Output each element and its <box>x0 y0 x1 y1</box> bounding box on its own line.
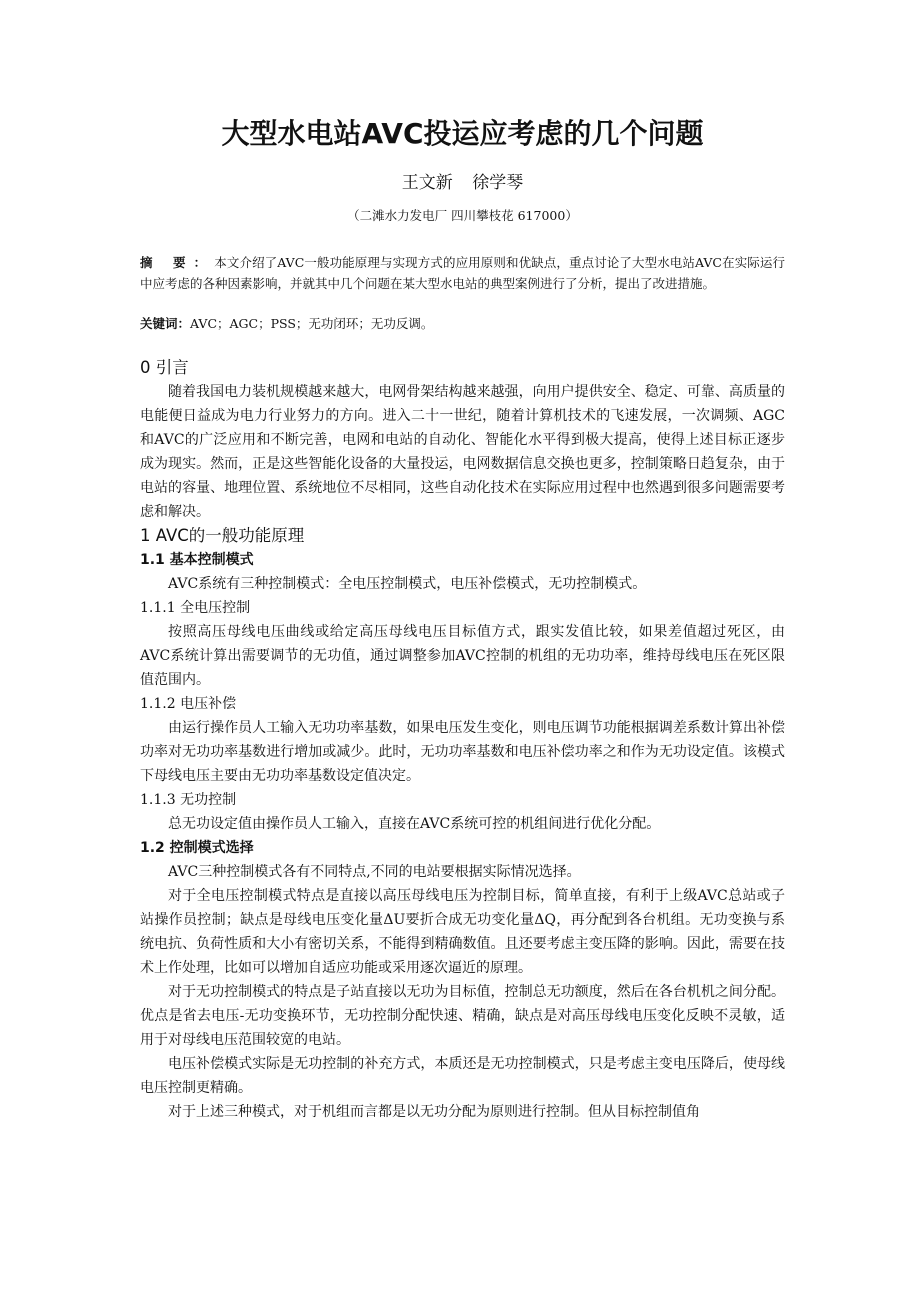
abstract <box>140 252 785 294</box>
section-0-heading: 0 引言 <box>140 358 189 377</box>
keywords <box>140 313 785 334</box>
section-1-heading: 1 AVC的一般功能原理 <box>140 526 305 545</box>
paper-title: 大型水电站AVC投运应考虑的几个问题 <box>221 117 704 150</box>
paper-body <box>140 112 785 1124</box>
section-1-2-paragraph-4: 电压补偿模式实际是无功控制的补充方式，本质还是无功控制模式，只是考虑主变电压降后，使母线电压控制更精确。 <box>140 1056 785 1096</box>
section-1-2-paragraph-5: 对于上述三种模式，对于机组而言都是以无功分配为原则进行控制。但从目标控制值角 <box>168 1104 700 1120</box>
abstract-text: 本文介绍了AVC一般功能原理与实现方式的应用原则和优缺点，重点讨论了大型水电站AVC在实际运行中应考虑的各种因素影响，并就其中几个问题在某大型水电站的典型案例进行了分析，提出了改进措施。 <box>140 255 785 291</box>
keywords-text: AVC；AGC；PSS；无功闭环；无功反调。 <box>190 316 434 331</box>
keywords-label: 关键词： <box>140 316 191 331</box>
section-1-2-paragraph-2: 对于全电压控制模式特点是直接以高压母线电压为控制目标，简单直接，有利于上级AVC总站或子站操作员控制；缺点是母线电压变化量ΔU要折合成无功变化量ΔQ，再分配到各台机组。无功变换与系统电抗、负荷性质和大小有密切关系，不能得到精确数值。且还要考虑主变压降的影响。因此，需要在技术上作处理，比如可以增加自适应功能或采用逐次逼近的原理。 <box>140 888 785 976</box>
section-0-paragraph: 随着我国电力装机规模越来越大，电网骨架结构越来越强，向用户提供安全、稳定、可靠、高质量的电能便日益成为电力行业努力的方向。进入二十一世纪，随着计算机技术的飞速发展，一次调频、AGC和AVC的广泛应用和不断完善，电网和电站的自动化、智能化水平得到极大提高，使得上述目标正逐步成为现实。然而，正是这些智能化设备的大量投运，电网数据信息交换也更多，控制策略日趋复杂，由于电站的容量、地理位置、系统地位不尽相同，这些自动化技术在实际应用过程中也然遇到很多问题需要考虑和解决。 <box>140 384 785 520</box>
section-1-2-paragraph-3: 对于无功控制模式的特点是子站直接以无功为目标值，控制总无功额度，然后在各台机机之间分配。优点是省去电压-无功变换环节，无功控制分配快速、精确，缺点是对高压母线电压变化反映不灵敏，适用于对母线电压范围较宽的电站。 <box>140 984 785 1048</box>
section-1-1-paragraph: AVC系统有三种控制模式：全电压控制模式，电压补偿模式，无功控制模式。 <box>168 576 647 592</box>
paper-authors: 王文新 徐学琴 <box>401 173 524 193</box>
abstract-label: 摘 要： <box>140 255 215 270</box>
section-1-1-3-heading: 1.1.3 无功控制 <box>140 792 237 808</box>
section-1-1-2-heading: 1.1.2 电压补偿 <box>140 696 237 712</box>
section-1-1-1-paragraph: 按照高压母线电压曲线或给定高压母线电压目标值方式，跟实发值比较，如果差值超过死区，由AVC系统计算出需要调节的无功值，通过调整参加AVC控制的机组的无功功率，维持母线电压在死区限值范围内。 <box>140 624 785 688</box>
section-1-1-2-paragraph: 由运行操作员人工输入无功功率基数，如果电压发生变化，则电压调节功能根据调差系数计算出补偿功率对无功功率基数进行增加或减少。此时，无功功率基数和电压补偿功率之和作为无功设定值。该模式下母线电压主要由无功功率基数设定值决定。 <box>140 720 785 784</box>
paper-affiliation: （二滩水力发电厂 四川攀枝花 617000） <box>347 208 578 223</box>
section-1-1-3-paragraph: 总无功设定值由操作员人工输入，直接在AVC系统可控的机组间进行优化分配。 <box>168 816 661 832</box>
section-1-2-heading: 1.2 控制模式选择 <box>140 840 254 856</box>
section-1-1-1-heading: 1.1.1 全电压控制 <box>140 600 251 616</box>
section-1-1-heading: 1.1 基本控制模式 <box>140 552 254 568</box>
section-1-2-paragraph-1: AVC三种控制模式各有不同特点,不同的电站要根据实际情况选择。 <box>168 864 581 880</box>
